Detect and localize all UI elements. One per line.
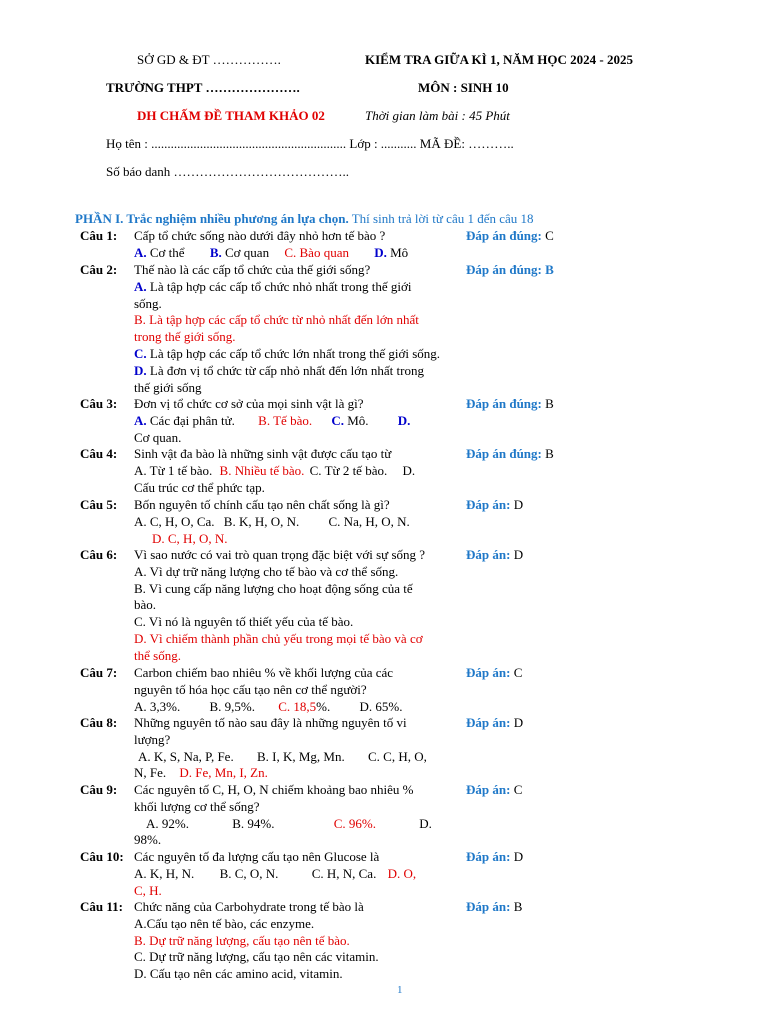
question-stem-cont: nguyên tố hóa học cấu tạo nên cơ thể người?: [134, 681, 367, 697]
option-d: D. Cấu tạo nên các amino acid, vitamin.: [134, 966, 343, 982]
question-stem-cont: lượng?: [134, 731, 171, 747]
question-number: Câu 1:: [80, 228, 118, 243]
options-line: [134, 514, 462, 531]
option-c: C. C, H, O,: [367, 748, 427, 764]
question-number: Câu 11:: [80, 899, 123, 914]
answer-label: Đáp án:: [466, 715, 511, 730]
option-a: A. K, H, N.: [134, 865, 195, 881]
option-b: B. Nhiều tế bào.: [219, 462, 305, 478]
option-b: B. Là tập hợp các cấp tổ chức từ nhỏ nhất đến lớn nhất: [134, 312, 419, 328]
answer-value: D: [510, 497, 524, 512]
question-number: Câu 4:: [80, 446, 118, 461]
answer-value: B: [510, 899, 523, 914]
options-line: [134, 463, 462, 480]
answer: [466, 849, 523, 865]
options-line: [134, 245, 462, 262]
option-d: Cơ quan.: [134, 429, 182, 445]
option-d: 98%.: [134, 832, 162, 848]
option-b: B. I, K, Mg, Mn.: [256, 748, 345, 764]
answer: [466, 228, 554, 244]
question-stem: Cấp tổ chức sống nào dưới đây nhỏ hơn tế bào ?: [134, 228, 386, 243]
option-a: A. 92%.: [146, 815, 189, 831]
question-stem: Các nguyên tố C, H, O, N chiếm khoảng bao nhiêu %: [134, 782, 414, 797]
option-a: A. Từ 1 tế bào.: [134, 462, 213, 478]
answer-value: C: [541, 228, 554, 243]
options-line: [134, 749, 462, 766]
question-stem: Các nguyên tố đa lượng cấu tạo nên Glucose là: [134, 849, 380, 864]
option-d: D. O,: [387, 865, 417, 881]
department-label: SỞ GD & ĐT …………….: [137, 52, 281, 67]
option-c: [134, 346, 462, 363]
answer-label: Đáp án:: [466, 547, 511, 562]
option-c: C. Vì nó là nguyên tố thiết yếu của tế bào.: [134, 614, 354, 630]
student-name-line: Họ tên : ............................................................ Lớp : ........... MÃ ĐỀ: ………..: [106, 136, 514, 151]
option-a: A. Vì dự trữ năng lượng cho tế bào và cơ thể sống.: [134, 563, 399, 579]
answer-label: Đáp án:: [466, 782, 511, 797]
answer-label: Đáp án:: [466, 849, 511, 864]
option-d-key: D.: [134, 362, 147, 378]
option-c: C. Từ 2 tế bào.: [309, 462, 388, 478]
question-stem: Bốn nguyên tố chính cấu tạo nên chất sống là gì?: [134, 497, 390, 512]
answer: [466, 262, 554, 278]
option-c: C. 18,5: [278, 698, 317, 714]
option-d-cont: thể sống.: [134, 647, 181, 663]
option-c-key: C.: [134, 345, 147, 361]
option-d: Cấu trúc cơ thể phức tạp.: [134, 479, 265, 495]
option-d-cont: thế giới sống: [134, 379, 202, 395]
subject-label: MÔN : SINH 10: [418, 80, 509, 95]
option-c-text: Là tập hợp các cấp tổ chức lớn nhất trong thế giới sống.: [146, 345, 441, 361]
page-number: 1: [397, 984, 403, 996]
option-a: Cơ thể: [146, 244, 185, 260]
option-b: B. Vì cung cấp năng lượng cho hoạt động sống của tế: [134, 580, 413, 596]
answer: [466, 497, 523, 513]
option-b-cont: trong thế giới sống.: [134, 329, 236, 345]
answer: [466, 899, 522, 915]
option-b: B. Dự trữ năng lượng, cấu tạo nên tế bào.: [134, 932, 350, 948]
option-a-cont: sống.: [134, 295, 162, 311]
question-number: Câu 8:: [80, 715, 118, 730]
question-stem: Carbon chiếm bao nhiêu % về khối lượng của các: [134, 665, 394, 680]
option-c-cont: N, Fe.: [134, 765, 167, 781]
option-d-key: D.: [397, 412, 411, 428]
option-b: B. 94%.: [232, 815, 275, 831]
answer: [466, 782, 522, 798]
option-c: C. Bào quan: [284, 244, 349, 260]
option-a-key: A.: [134, 412, 147, 428]
part-heading: [75, 211, 534, 227]
answer-label: Đáp án đúng:: [466, 396, 542, 411]
question-stem: Chức năng của Carbohydrate trong tế bào là: [134, 899, 364, 914]
option-a-key: A.: [134, 244, 147, 260]
answer-label: Đáp án đúng:: [466, 228, 542, 243]
option-c: C. H, N, Ca.: [311, 865, 377, 881]
option-a: A. 3,3%.: [134, 698, 181, 714]
option-b: B. Tế bào.: [258, 412, 313, 428]
option-b-cont: bào.: [134, 597, 157, 613]
answer-value: B: [541, 446, 554, 461]
options-line: [134, 699, 462, 716]
question-number: Câu 7:: [80, 665, 118, 680]
option-d-text: Là đơn vị tổ chức từ cấp nhỏ nhất đến lớn nhất trong: [146, 362, 424, 378]
exam-time: Thời gian làm bài : 45 Phút: [365, 108, 510, 123]
option-a: [134, 279, 462, 296]
school-label: TRƯỜNG THPT ………………….: [106, 80, 300, 95]
option-d: D. C, H, O, N.: [152, 530, 228, 546]
answer: [466, 665, 522, 681]
answer: [466, 547, 523, 563]
options-line-2: [134, 765, 462, 782]
answer: [466, 446, 554, 462]
option-a: A. C, H, O, Ca.: [134, 513, 215, 529]
question-stem: Vì sao nước có vai trò quan trọng đặc biệt với sự sống ?: [134, 547, 426, 562]
answer-value: C: [510, 782, 523, 797]
question-number: Câu 10:: [80, 849, 124, 864]
question-number: Câu 6:: [80, 547, 118, 562]
answer-value: D: [510, 849, 524, 864]
question-stem: Thế nào là các cấp tổ chức của thế giới sống?: [134, 262, 371, 277]
option-c: Mô.: [343, 412, 369, 428]
option-b: B. 9,5%.: [209, 698, 255, 714]
option-a: A. K, S, Na, P, Fe.: [138, 748, 234, 764]
option-d-key: D.: [402, 462, 416, 478]
question-stem-cont: khối lượng cơ thể sống?: [134, 798, 260, 814]
option-c: C. Na, H, O, N.: [328, 513, 410, 529]
option-c-key: C.: [331, 412, 344, 428]
options-line: [134, 866, 462, 883]
option-d-key: D.: [419, 815, 432, 831]
option-d: Mô: [386, 244, 409, 260]
part-note: Thí sinh trả lời từ câu 1 đến câu 18: [348, 211, 534, 226]
answer: [466, 396, 554, 412]
part-title: PHẦN I. Trắc nghiệm nhiều phương án lựa chọn.: [75, 211, 349, 226]
options-line: [134, 816, 462, 833]
option-a-text: Là tập hợp các cấp tổ chức nhỏ nhất trong thế giới: [146, 278, 412, 294]
option-c: C. 96%.: [333, 815, 376, 831]
option-a: Các đại phân tử.: [146, 412, 235, 428]
exam-title: KIỂM TRA GIỮA KÌ 1, NĂM HỌC 2024 - 2025: [365, 52, 633, 67]
answer-label: Đáp án đúng: B: [466, 262, 554, 277]
option-c: C. Dự trữ năng lượng, cấu tạo nên các vitamin.: [134, 949, 379, 965]
option-d: [134, 363, 462, 380]
answer-value: D: [510, 715, 524, 730]
answer-label: Đáp án:: [466, 665, 511, 680]
option-a-key: A.: [134, 278, 147, 294]
question-number: Câu 3:: [80, 396, 118, 411]
question-stem: Những nguyên tố nào sau đây là những nguyên tố vi: [134, 715, 407, 730]
question-stem: Đơn vị tổ chức cơ sở của mọi sinh vật là gì?: [134, 396, 364, 411]
question-stem: Sinh vật đa bào là những sinh vật được cấu tạo từ: [134, 446, 392, 461]
question-number: Câu 9:: [80, 782, 118, 797]
answer-value: B: [541, 396, 554, 411]
option-d: D. Fe, Mn, I, Zn.: [179, 765, 268, 781]
option-b-key: B.: [209, 244, 222, 260]
question-number: Câu 5:: [80, 497, 118, 512]
option-c-tail: %.: [316, 698, 331, 714]
student-id-line: Số báo danh …………………………………..: [106, 164, 350, 179]
option-d: D. 65%.: [359, 698, 403, 714]
option-d: D. Vì chiếm thành phần chủ yếu trong mọi tế bào và cơ: [134, 630, 423, 646]
option-b: B. C, O, N.: [219, 865, 279, 881]
question-number: Câu 2:: [80, 262, 118, 277]
option-d-key: D.: [374, 244, 387, 260]
exam-code-title: DH CHẤM ĐỀ THAM KHẢO 02: [137, 108, 325, 123]
option-b: Cơ quan: [221, 244, 270, 260]
answer-value: C: [510, 665, 523, 680]
options-line: [134, 413, 462, 430]
answer: [466, 715, 523, 731]
answer-label: Đáp án:: [466, 899, 511, 914]
option-b: B. K, H, O, N.: [223, 513, 300, 529]
answer-label: Đáp án đúng:: [466, 446, 542, 461]
answer-label: Đáp án:: [466, 497, 511, 512]
option-d-cont: C, H.: [134, 882, 162, 898]
option-a: A.Cấu tạo nên tế bào, các enzyme.: [134, 915, 315, 931]
answer-value: D: [510, 547, 524, 562]
